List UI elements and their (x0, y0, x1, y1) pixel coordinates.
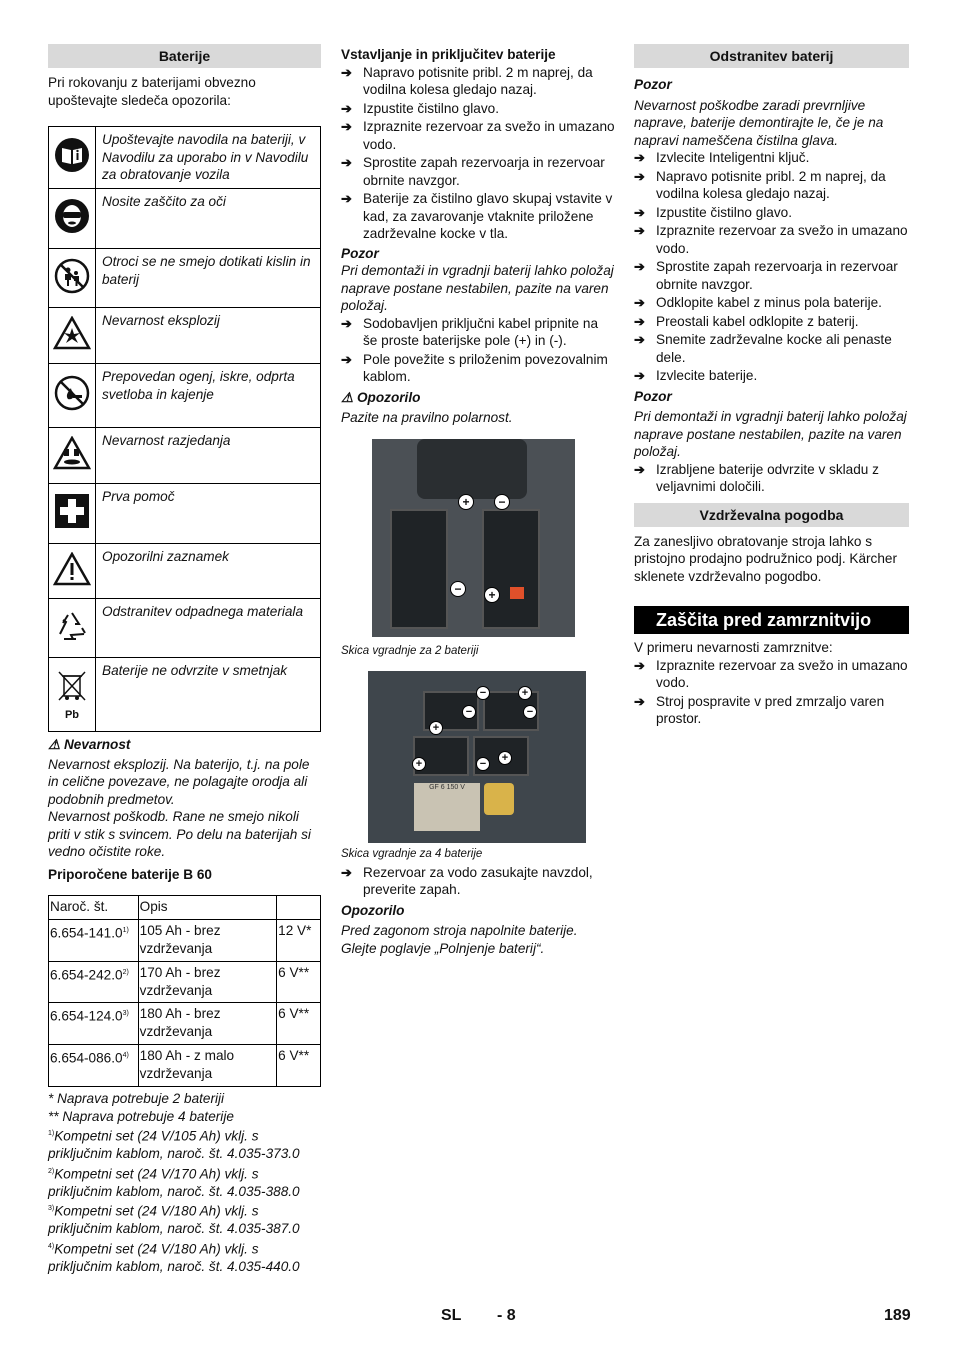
warning-row (49, 484, 321, 544)
step-text: Izpraznite rezervoar za svežo in umazano vodo. (656, 223, 908, 256)
footnote-mark: 3) (48, 1205, 55, 1213)
steps-list (341, 64, 616, 243)
list-item (634, 149, 909, 167)
list-item (634, 693, 909, 728)
table-cell (49, 962, 139, 1003)
minus-terminal-icon: − (462, 705, 476, 719)
recycling-icon (49, 599, 96, 658)
list-item (341, 118, 616, 153)
step-text: Pole povežite s priloženim povezovalnim kablom. (363, 351, 608, 384)
order-number: 6.654-242.0 (50, 967, 123, 983)
warning-row (49, 599, 321, 658)
arrow-icon: ➔ (634, 168, 645, 184)
arrow-icon: ➔ (634, 693, 645, 709)
arrow-icon: ➔ (634, 368, 645, 383)
table-header-row (49, 896, 321, 920)
caption-four-batteries: Skica vgradnje za 4 baterije (341, 848, 483, 860)
table-cell (49, 1045, 139, 1087)
warning-triangle-icon: ⚠ (341, 389, 354, 405)
step-text: Izpustite čistilno glavo. (363, 100, 500, 116)
table-cell: 180 Ah - z malo vzdrževanja (138, 1045, 277, 1087)
step-text: Baterije za čistilno glavo skupaj vstavite v kad, za zavarovanje vtaknite priložene zadrževalne kocke v tla. (363, 191, 613, 241)
footnote-mark: 1) (48, 1130, 55, 1137)
arrow-icon: ➔ (634, 259, 645, 274)
charger-label: GF 6 150 V (429, 784, 465, 791)
section-heading-odstranitev: Odstranitev baterij (634, 44, 909, 68)
four-battery-installation-photo (368, 671, 586, 843)
note-two-batteries: * Naprava potrebuje 2 bateriji (48, 1091, 225, 1106)
step-text: Izpustite čistilno glavo. (656, 204, 793, 220)
warning-triangle-icon: ⚠ (48, 737, 61, 752)
batteries-intro: Pri rokovanju z baterijami obvezno upoštevajte sledeča opozorila: (48, 75, 256, 108)
step-text: Izvlecite baterije. (656, 368, 758, 383)
list-item (341, 315, 616, 350)
minus-terminal-icon: − (476, 686, 490, 700)
list-item (634, 367, 909, 385)
list-item (634, 657, 909, 692)
caution-text: Pri demontaži in vgradnji baterij lahko položaj naprave postane nestabilen, pazite na varen položaj. (341, 263, 614, 313)
table-row (49, 1003, 321, 1045)
warning-row (49, 544, 321, 599)
footnote-ref: 3) (122, 1010, 129, 1017)
table-cell: 12 V* (277, 920, 321, 962)
middle-column (341, 46, 616, 957)
footnote-text: Kompetni set (24 V/105 Ah) vklj. s priključnim kablom, naroč. št. 4.035-373.0 (48, 1128, 300, 1162)
footnote-text: Kompetni set (24 V/170 Ah) vklj. s priključnim kablom, naroč. št. 4.035-388.0 (48, 1166, 300, 1199)
order-number: 6.654-086.0 (50, 1050, 123, 1066)
danger-label: Nevarnost (63, 737, 131, 752)
danger-text-1: Nevarnost eksplozij. Na baterijo, t.j. na pole in celične povezave, ne polagajte orodja ali podobnih predmetov. (48, 756, 310, 807)
list-item (341, 154, 616, 189)
arrow-icon: ➔ (634, 332, 645, 347)
arrow-icon: ➔ (634, 295, 645, 310)
list-item (341, 351, 616, 386)
warning-text: Odstranitev odpadnega materiala (96, 599, 321, 658)
footnote (48, 1200, 321, 1238)
minus-terminal-icon: − (494, 494, 510, 510)
manual-info-icon (49, 127, 96, 189)
footnote-ref: 1) (122, 927, 129, 934)
minus-terminal-icon: − (450, 581, 466, 597)
section-heading-vzdrzevalna: Vzdrževalna pogodba (634, 503, 909, 527)
list-item (341, 100, 616, 118)
battery-block (390, 509, 448, 629)
list-item (634, 313, 909, 331)
list-item (341, 190, 616, 243)
arrow-icon: ➔ (634, 657, 645, 673)
right-column (634, 44, 909, 729)
maintenance-text: Za zanesljivo obratovanje stroja lahko s pristojno prodajno podružnico podj. Kärcher sklenete vzdrževalno pogodbo. (634, 533, 897, 584)
pb-label: Pb (64, 708, 80, 721)
plus-terminal-icon: + (458, 494, 474, 510)
step-text: Sprostite zapah rezervoarja in rezervoar obrnite navzgor. (363, 155, 605, 188)
warning-text: Nosite zaščito za oči (96, 189, 321, 249)
step-text: Stroj pospravite v pred zmrzaljo varen prostor. (656, 693, 885, 726)
step-text: Izrabljene baterije odvrzite v skladu z veljavnimi določili. (656, 461, 879, 494)
table-cell (49, 1003, 139, 1045)
eye-protection-icon (49, 189, 96, 249)
list-item (341, 864, 616, 899)
fuse-box (484, 783, 514, 815)
table-cell: 170 Ah - brez vzdrževanja (138, 962, 277, 1003)
warning2-label: Opozorilo (341, 902, 405, 918)
table-row (49, 1045, 321, 1087)
footnote (48, 1238, 321, 1276)
arrow-icon: ➔ (341, 864, 352, 880)
footnote (48, 1125, 321, 1163)
danger-heading (48, 736, 321, 754)
minus-terminal-icon: − (523, 705, 537, 719)
warning-text: Nevarnost eksplozij (96, 308, 321, 364)
step-text: Snemite zadrževalne kocke ali penaste dele. (656, 332, 892, 365)
minus-terminal-icon: − (476, 757, 490, 771)
insert-battery-heading: Vstavljanje in priključitev baterije (341, 47, 556, 62)
danger-text-2: Nevarnost poškodb. Rane ne smejo nikoli priti v stik s svincem. Po delu na baterijah si vedno očistite roke. (48, 809, 311, 859)
caption-two-batteries: Skica vgradnje za 2 bateriji (341, 644, 479, 657)
plus-terminal-icon: + (484, 587, 500, 603)
table-header: Naroč. št. (49, 896, 139, 920)
step-text: Izpraznite rezervoar za svežo in umazano vodo. (363, 119, 615, 152)
left-column (48, 44, 321, 1275)
step-text: Sprostite zapah rezervoarja in rezervoar obrnite navzgor. (656, 259, 898, 292)
corrosive-hazard-icon (49, 428, 96, 484)
step-text: Odklopite kabel z minus pola baterije. (656, 295, 882, 310)
arrow-icon: ➔ (634, 204, 645, 220)
warning-text: Opozorilni zaznamek (96, 544, 321, 599)
warning-row (49, 308, 321, 364)
page-footer (0, 1307, 954, 1331)
list-item (634, 168, 909, 203)
explosion-hazard-icon (49, 308, 96, 364)
footnote-ref: 2) (122, 969, 129, 976)
list-item (634, 331, 909, 366)
keep-children-away-icon (49, 249, 96, 308)
list-item (634, 294, 909, 312)
warning-text: Otroci se ne smejo dotikati kislin in baterij (96, 249, 321, 308)
warning-row (49, 658, 321, 732)
arrow-icon: ➔ (341, 119, 352, 134)
warning-text: Prva pomoč (96, 484, 321, 544)
list-item (634, 222, 909, 257)
footnote-text: Kompetni set (24 V/180 Ah) vklj. s priključnim kablom, naroč. št. 4.035-440.0 (48, 1241, 300, 1274)
warning-label: Opozorilo (356, 389, 421, 405)
arrow-icon: ➔ (341, 64, 352, 80)
red-connector (510, 587, 524, 599)
footnote-mark: 2) (48, 1167, 55, 1175)
step-text: Preostali kabel odklopite z baterij. (656, 313, 859, 329)
caution2-label: Pozor (634, 388, 672, 404)
warning-row (49, 127, 321, 189)
arrow-icon: ➔ (341, 155, 352, 170)
step-text: Izvlecite Inteligentni ključ. (656, 150, 810, 165)
footnote (48, 1163, 321, 1201)
footnote-text: Kompetni set (24 V/180 Ah) vklj. s priključnim kablom, naroč. št. 4.035-387.0 (48, 1203, 300, 1237)
table-cell: 180 Ah - brez vzdrževanja (138, 1003, 277, 1045)
caution-label: Pozor (634, 77, 672, 92)
warning-row (49, 189, 321, 249)
note-four-batteries: ** Naprava potrebuje 4 baterije (48, 1108, 234, 1124)
caution-label: Pozor (341, 245, 379, 261)
warning-text: Upoštevajte navodila na bateriji, v Navodilu za uporabo in v Navodilu za obratovanje vozila (96, 127, 321, 189)
step-text: Sodobavljen priključni kabel pripnite na še proste baterijske pole (+) in (-). (363, 315, 599, 348)
warning-row (49, 428, 321, 484)
frost-intro: V primeru nevarnosti zamrznitve: (634, 640, 833, 655)
no-fire-smoking-icon (49, 364, 96, 428)
charger-unit (414, 783, 480, 831)
table-cell: 6 V** (277, 1045, 321, 1087)
arrow-icon: ➔ (634, 461, 645, 477)
order-number: 6.654-124.0 (50, 1008, 123, 1024)
cable-harness (417, 439, 527, 499)
arrow-icon: ➔ (341, 100, 352, 116)
step-text: Rezervoar za vodo zasukajte navzdol, preverite zapah. (363, 864, 593, 897)
section-heading-baterije: Baterije (48, 44, 321, 68)
list-item (634, 204, 909, 222)
table-header (277, 896, 321, 920)
table-row (49, 962, 321, 1003)
arrow-icon: ➔ (634, 223, 645, 238)
arrow-icon: ➔ (634, 313, 645, 329)
battery-warnings-table (48, 126, 321, 732)
language-code: SL (441, 1307, 462, 1324)
warning-heading (341, 389, 616, 407)
table-row (49, 920, 321, 962)
caution-text: Nevarnost poškodbe zaradi prevrnljive naprave, baterije demontirajte le, če je na napravi nameščena čistilna glava. (634, 97, 884, 148)
list-item (341, 64, 616, 99)
plus-terminal-icon: + (518, 686, 532, 700)
table-cell: 6 V** (277, 962, 321, 1003)
section-number: - 8 (497, 1307, 516, 1324)
table-header: Opis (138, 896, 277, 920)
recommended-batteries-heading: Priporočene baterije B 60 (48, 866, 212, 882)
arrow-icon: ➔ (341, 351, 352, 367)
warning-text: Prepovedan ogenj, iskre, odprta svetloba in kajenje (96, 364, 321, 428)
battery-block (482, 509, 540, 629)
caution2-text: Pri demontaži in vgradnji baterij lahko položaj naprave postane nestabilen, pazite na varen položaj. (634, 409, 907, 459)
table-cell (49, 920, 139, 962)
list-item (634, 258, 909, 293)
warning2-text: Pred zagonom stroja napolnite baterije. Glejte poglavje „Polnjenje baterij“. (341, 923, 578, 956)
table-cell: 105 Ah - brez vzdrževanja (138, 920, 277, 962)
arrow-icon: ➔ (341, 191, 352, 206)
arrow-icon: ➔ (341, 315, 352, 331)
plus-terminal-icon: + (412, 757, 426, 771)
step-text: Napravo potisnite pribl. 2 m naprej, da vodilna kolesa gledajo nazaj. (656, 168, 886, 201)
step-text: Napravo potisnite pribl. 2 m naprej, da vodilna kolesa gledajo nazaj. (363, 64, 593, 97)
warning-row (49, 249, 321, 308)
no-trash-bin-pb-icon (49, 658, 96, 732)
order-number: 6.654-141.0 (50, 925, 123, 941)
arrow-icon: ➔ (634, 150, 645, 165)
table-cell: 6 V** (277, 1003, 321, 1045)
warning-text: Pazite na pravilno polarnost. (341, 410, 513, 425)
footnote-mark: 4) (48, 1242, 55, 1250)
warning-triangle-icon (49, 544, 96, 599)
section-heading-frost: Zaščita pred zamrznitvijo (634, 606, 909, 634)
page-number: 189 (884, 1307, 911, 1324)
plus-terminal-icon: + (498, 751, 512, 765)
warning-row (49, 364, 321, 428)
list-item (634, 461, 909, 496)
step-text: Izpraznite rezervoar za svežo in umazano vodo. (656, 657, 908, 690)
warning-text: Nevarnost razjedanja (96, 428, 321, 484)
plus-terminal-icon: + (429, 721, 443, 735)
two-battery-installation-photo (372, 439, 575, 637)
footnote-ref: 4) (122, 1052, 129, 1059)
first-aid-icon (49, 484, 96, 544)
batteries-table (48, 895, 321, 1087)
warning-text: Baterije ne odvrzite v smetnjak (96, 658, 321, 732)
